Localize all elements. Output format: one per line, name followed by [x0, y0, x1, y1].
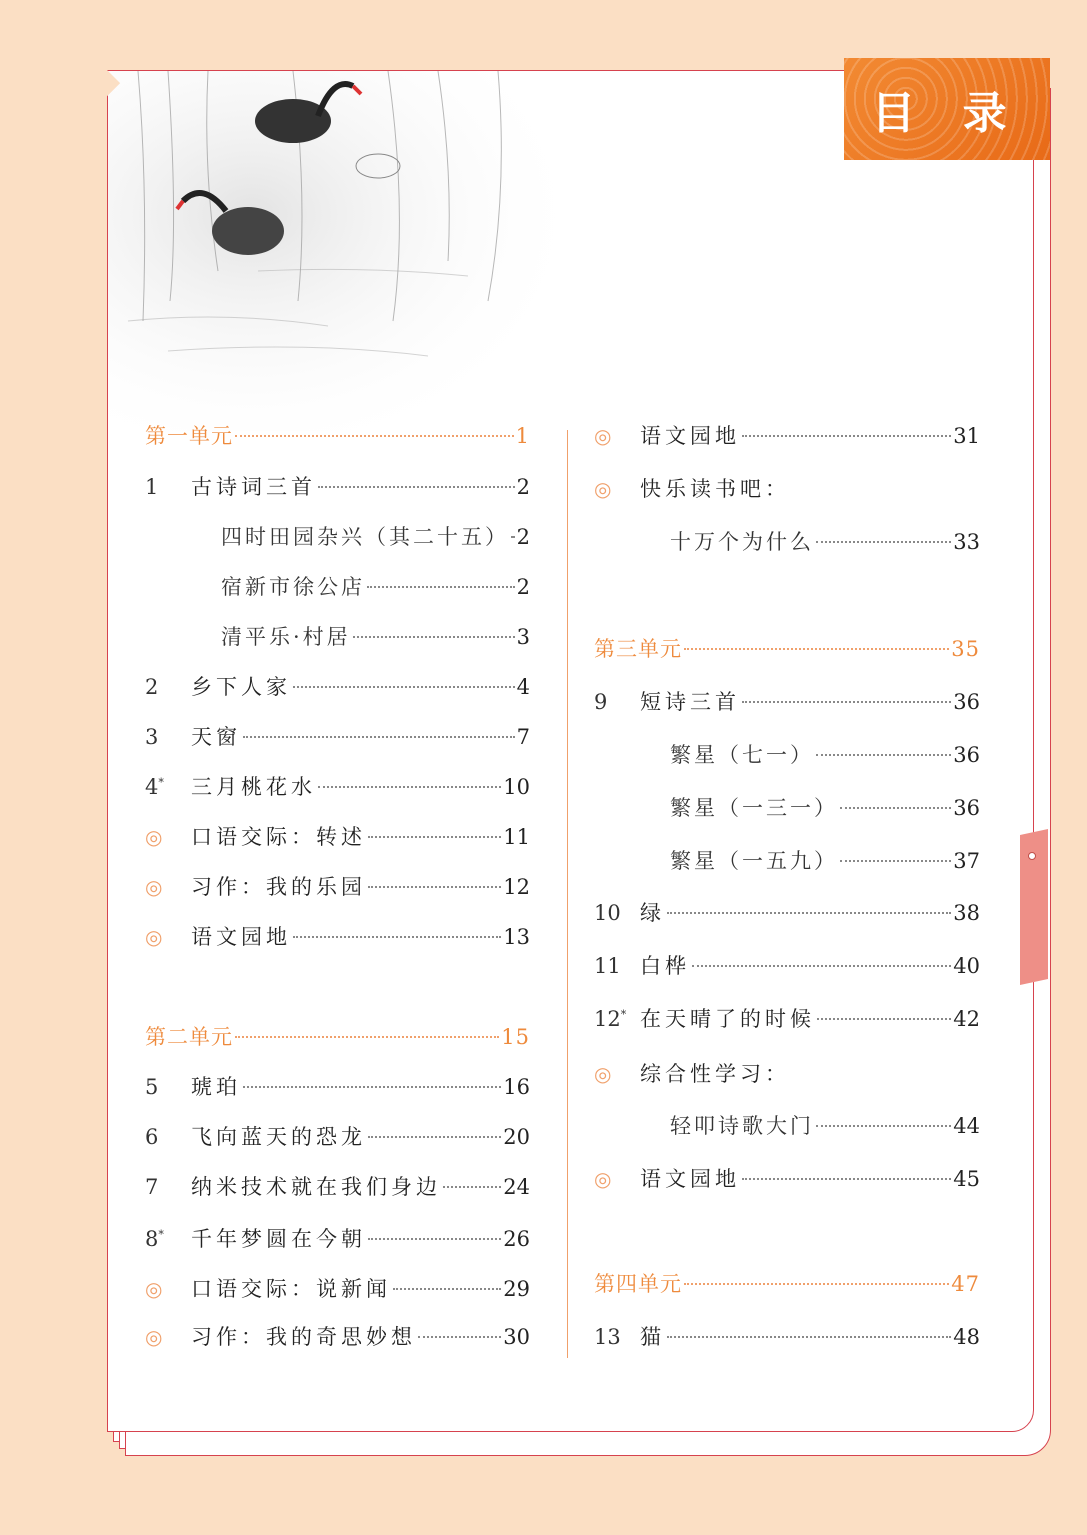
entry-number: 1 [145, 475, 159, 499]
page-number: 15 [501, 1025, 530, 1049]
toc-subentry[interactable] [670, 1110, 980, 1142]
toc-entry[interactable] [145, 471, 530, 503]
page-number: 36 [953, 690, 980, 714]
circle-bullet-icon: ◎ [145, 925, 163, 949]
circle-bullet-icon: ◎ [145, 1277, 163, 1301]
entry-title: 繁星（一五九） [670, 849, 838, 873]
entry-title: 综合性学习： [640, 1062, 790, 1086]
toc-entry[interactable] [145, 1171, 530, 1203]
page-number: 38 [953, 901, 980, 925]
entry-title: 宿新市徐公店 [221, 575, 365, 599]
toc-unit-heading[interactable] [145, 420, 530, 452]
dot-leader [840, 860, 951, 862]
toc-entry[interactable] [145, 821, 530, 853]
dot-leader [816, 754, 951, 756]
toc-subentry[interactable] [670, 526, 980, 558]
entry-title: 繁星（一三一） [670, 796, 838, 820]
page-number: 30 [503, 1325, 530, 1349]
page-number: 42 [953, 1007, 980, 1031]
dot-leader [293, 686, 515, 688]
page-number: 44 [953, 1114, 980, 1138]
page-number: 2 [516, 575, 530, 599]
page-number: 11 [503, 825, 530, 849]
toc-entry[interactable] [145, 1223, 530, 1255]
toc-entry[interactable] [145, 1071, 530, 1103]
entry-title: 纳米技术就在我们身边 [191, 1175, 441, 1199]
entry-number: 6 [145, 1125, 159, 1149]
page-number: 31 [953, 424, 980, 448]
entry-title: 千年梦圆在今朝 [191, 1227, 366, 1251]
entry-title: 口语交际：说新闻 [191, 1277, 391, 1301]
dot-leader [684, 1283, 949, 1285]
toc-unit-heading[interactable] [145, 1021, 530, 1053]
entry-title: 语文园地 [640, 424, 740, 448]
entry-title: 猫 [640, 1325, 665, 1349]
entry-title: 绿 [640, 901, 665, 925]
toc-subentry[interactable] [221, 571, 530, 603]
dot-leader [817, 1018, 951, 1020]
dot-leader [293, 936, 501, 938]
dot-leader [243, 1086, 501, 1088]
entry-title: 古诗词三首 [191, 475, 316, 499]
toc-subentry[interactable] [670, 792, 980, 824]
toc-entry[interactable] [594, 897, 980, 929]
dot-leader [243, 736, 515, 738]
toc-entry[interactable] [145, 771, 530, 803]
dot-leader [367, 586, 515, 588]
dot-leader [667, 912, 951, 914]
page-number: 29 [503, 1277, 530, 1301]
page-number: 3 [516, 625, 530, 649]
toc-entry[interactable] [145, 921, 530, 953]
toc-unit-heading[interactable] [594, 633, 980, 665]
entry-title: 清平乐·村居 [221, 625, 351, 649]
entry-title: 繁星（七一） [670, 743, 814, 767]
entry-number: 8* [145, 1227, 164, 1251]
dot-leader [840, 807, 951, 809]
toc-entry[interactable] [594, 950, 980, 982]
entry-title: 第三单元 [594, 637, 682, 661]
dot-leader [235, 1036, 499, 1038]
circle-bullet-icon: ◎ [594, 477, 612, 501]
contents-title-tab [844, 58, 1050, 160]
entry-number: 11 [594, 954, 621, 978]
entry-title: 语文园地 [191, 925, 291, 949]
dot-leader [742, 435, 951, 437]
entry-title: 四时田园杂兴（其二十五） [221, 525, 509, 549]
page-number: 48 [953, 1325, 980, 1349]
circle-bullet-icon: ◎ [594, 424, 612, 448]
page-number: 36 [953, 796, 980, 820]
toc-entry[interactable] [594, 1058, 980, 1090]
entry-title: 在天晴了的时候 [640, 1007, 815, 1031]
toc-entry[interactable] [145, 1321, 530, 1353]
dot-leader [368, 1238, 501, 1240]
page-number: 35 [951, 637, 980, 661]
entry-title: 短诗三首 [640, 690, 740, 714]
entry-number: 4* [145, 775, 164, 799]
dot-leader [418, 1336, 501, 1338]
circle-bullet-icon: ◎ [594, 1167, 612, 1191]
page-number: 40 [953, 954, 980, 978]
toc-subentry[interactable] [221, 621, 530, 653]
toc-entry[interactable] [145, 721, 530, 753]
entry-number: 3 [145, 725, 159, 749]
entry-title: 快乐读书吧： [640, 477, 790, 501]
dot-leader [684, 648, 949, 650]
page-number: 16 [503, 1075, 530, 1099]
page-number: 2 [516, 475, 530, 499]
page-number: 26 [503, 1227, 530, 1251]
page-number: 37 [953, 849, 980, 873]
page-number: 47 [951, 1272, 980, 1296]
page-number: 2 [516, 525, 530, 549]
dot-leader [235, 435, 514, 437]
entry-number: 2 [145, 675, 159, 699]
entry-title: 第一单元 [145, 424, 233, 448]
toc-entry[interactable] [594, 1163, 980, 1195]
entry-title: 习作：我的乐园 [191, 875, 366, 899]
page-number: 20 [503, 1125, 530, 1149]
entry-title: 白桦 [640, 954, 690, 978]
column-divider [567, 430, 568, 1358]
entry-title: 轻叩诗歌大门 [670, 1114, 814, 1138]
dot-leader [816, 1125, 951, 1127]
dot-leader [368, 836, 501, 838]
dot-leader [368, 886, 501, 888]
toc-unit-heading[interactable] [594, 1268, 980, 1300]
dot-leader [318, 486, 515, 488]
entry-title: 飞向蓝天的恐龙 [191, 1125, 366, 1149]
page-number: 4 [516, 675, 530, 699]
entry-title: 乡下人家 [191, 675, 291, 699]
page-number: 24 [503, 1175, 530, 1199]
toc-entry[interactable] [145, 1121, 530, 1153]
entry-title: 口语交际：转述 [191, 825, 366, 849]
dot-leader [393, 1288, 501, 1290]
circle-bullet-icon: ◎ [145, 825, 163, 849]
entry-title: 三月桃花水 [191, 775, 316, 799]
toc-entry[interactable] [145, 671, 530, 703]
entry-number: 5 [145, 1075, 159, 1099]
toc-subentry[interactable] [670, 739, 980, 771]
page-title: 目 录 [871, 88, 1023, 139]
dot-leader [742, 1178, 951, 1180]
bookmark-hole [1028, 852, 1036, 860]
entry-title: 第二单元 [145, 1025, 233, 1049]
toc-entry[interactable] [594, 473, 980, 505]
page-number: 13 [503, 925, 530, 949]
entry-number: 7 [145, 1175, 159, 1199]
toc-subentry[interactable] [670, 845, 980, 877]
dot-leader [318, 786, 501, 788]
circle-bullet-icon: ◎ [145, 1325, 163, 1349]
page-number: 1 [515, 424, 530, 448]
dot-leader [353, 636, 515, 638]
entry-title: 十万个为什么 [670, 530, 814, 554]
dot-leader [816, 541, 951, 543]
entry-number: 12* [594, 1007, 627, 1031]
entry-number: 13 [594, 1325, 621, 1349]
dot-leader [692, 965, 951, 967]
entry-title: 习作：我的奇思妙想 [191, 1325, 416, 1349]
toc-entry[interactable] [594, 420, 980, 452]
toc-entry[interactable] [594, 1321, 980, 1353]
entry-title: 语文园地 [640, 1167, 740, 1191]
toc-entry[interactable] [594, 1003, 980, 1035]
entry-number: 9 [594, 690, 608, 714]
dot-leader [667, 1336, 951, 1338]
swan-painting-illustration [108, 71, 588, 431]
page-number: 12 [503, 875, 530, 899]
toc-entry[interactable] [145, 1273, 530, 1305]
dot-leader [368, 1136, 501, 1138]
dot-leader [511, 536, 515, 538]
page-number: 7 [516, 725, 530, 749]
toc-subentry[interactable] [221, 521, 530, 553]
entry-title: 第四单元 [594, 1272, 682, 1296]
circle-bullet-icon: ◎ [145, 875, 163, 899]
entry-number: 10 [594, 901, 621, 925]
dot-leader [443, 1186, 501, 1188]
entry-title: 天窗 [191, 725, 241, 749]
toc-entry[interactable] [594, 686, 980, 718]
page-number: 33 [953, 530, 980, 554]
toc-entry[interactable] [145, 871, 530, 903]
page-number: 10 [503, 775, 530, 799]
dot-leader [742, 701, 951, 703]
page-number: 36 [953, 743, 980, 767]
circle-bullet-icon: ◎ [594, 1062, 612, 1086]
entry-title: 琥珀 [191, 1075, 241, 1099]
page-number: 45 [953, 1167, 980, 1191]
